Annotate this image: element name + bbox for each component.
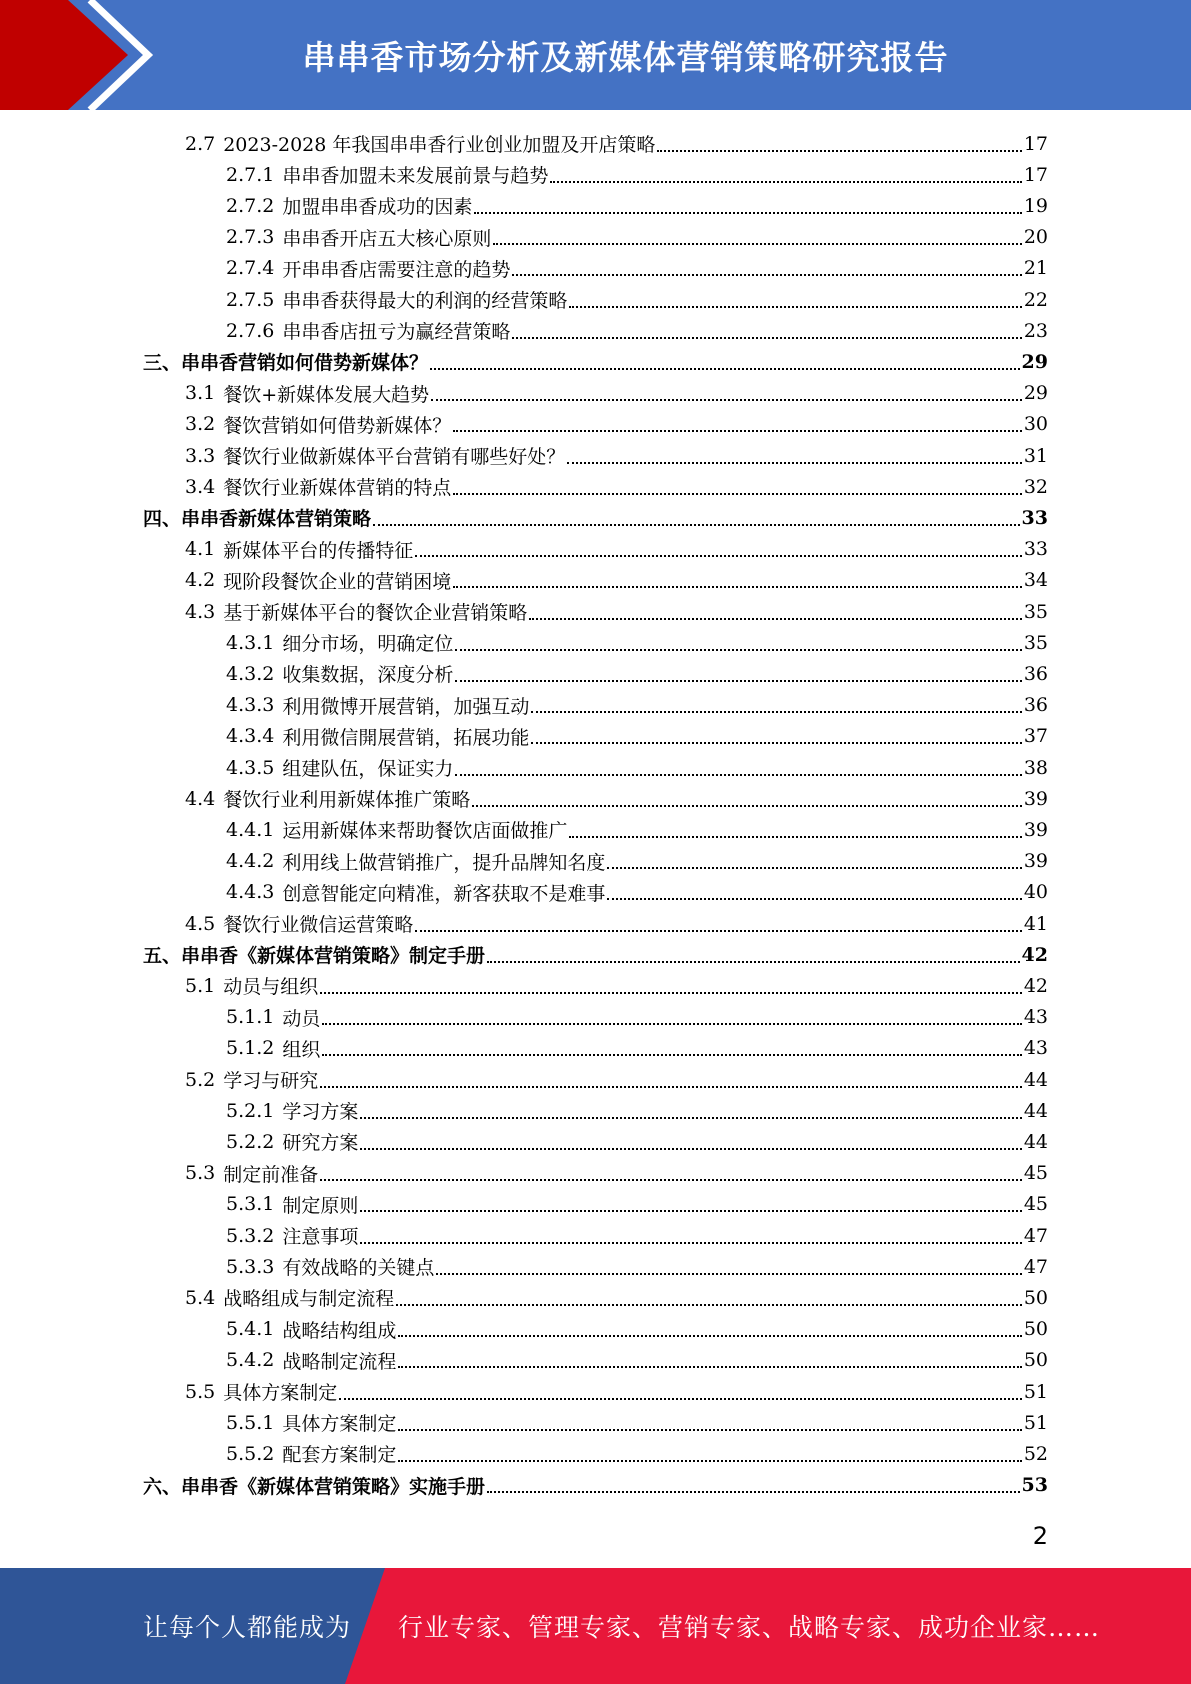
toc-leader-dots: [398, 1460, 1021, 1462]
toc-entry-title: 五、串串香《新媒体营销策略》制定手册: [143, 945, 486, 968]
toc-entry-page: 44: [1023, 1130, 1048, 1153]
toc-leader-dots: [360, 1242, 1021, 1244]
toc-entry[interactable]: [185, 1158, 1048, 1189]
toc-entry-title: 有效战略的关键点: [282, 1257, 435, 1280]
toc-entry-number: 2.7.6: [226, 319, 275, 342]
toc-leader-dots: [436, 1273, 1021, 1275]
toc-entry[interactable]: [226, 658, 1048, 689]
toc-entry-number: 5.5.1: [226, 1411, 275, 1434]
toc-entry-page: 52: [1023, 1442, 1048, 1465]
toc-entry-title: 注意事项: [282, 1226, 359, 1248]
toc-entry-number: 4.4.1: [226, 818, 275, 841]
toc-entry-number: 5.4.2: [226, 1349, 275, 1372]
toc-entry-title: 学习方案: [282, 1101, 359, 1124]
toc-entry-page: 36: [1023, 694, 1048, 717]
toc-entry-page: 39: [1023, 850, 1048, 873]
toc-entry-page: 20: [1023, 226, 1048, 249]
footer-slogan-right: 行业专家、管理专家、营销专家、战略专家、成功企业家……: [398, 1613, 1101, 1642]
toc-entry-page: 31: [1023, 444, 1048, 467]
toc-entry[interactable]: [226, 1002, 1048, 1033]
toc-entry[interactable]: [226, 1407, 1048, 1438]
toc-leader-dots: [493, 243, 1021, 245]
toc-leader-dots: [550, 181, 1021, 183]
footer-slogan-left: 让每个人都能成为: [143, 1613, 352, 1642]
toc-entry[interactable]: [226, 1314, 1048, 1345]
toc-leader-dots: [474, 212, 1021, 214]
toc-leader-dots: [415, 555, 1022, 557]
toc-entry-title: 串串香获得最大的利润的经营策略: [282, 290, 568, 312]
toc-leader-dots: [398, 1429, 1021, 1431]
toc-leader-dots: [531, 711, 1021, 713]
toc-leader-dots: [360, 1117, 1021, 1119]
toc-entry-title: 利用微信開展营销，拓展功能: [282, 726, 530, 749]
toc-entry-title: 现阶段餐饮企业的营销困境: [223, 570, 452, 593]
toc-leader-dots: [607, 898, 1021, 900]
toc-entry-page: 17: [1023, 163, 1048, 186]
toc-entry-page: 36: [1023, 662, 1048, 685]
toc-entry-page: 47: [1023, 1255, 1048, 1278]
toc-entry-title: 研究方案: [282, 1132, 359, 1155]
toc-entry-page: 17: [1023, 132, 1048, 155]
toc-entry-title: 串串香店扭亏为赢经营策略: [282, 321, 511, 344]
page-header: [0, 0, 1191, 110]
toc-entry-number: 3.2: [185, 413, 216, 436]
toc-entry-title: 制定前准备: [223, 1163, 319, 1186]
toc-entry-page: 45: [1023, 1193, 1048, 1216]
toc-entry-title: 战略组成与制定流程: [223, 1288, 395, 1311]
toc-leader-dots: [569, 836, 1021, 838]
toc-entry[interactable]: [185, 378, 1048, 409]
toc-entry-number: 2.7.3: [226, 226, 275, 249]
toc-entry-title: 餐饮+新媒体发展大趋势: [223, 383, 430, 406]
toc-entry-title: 餐饮营销如何借势新媒体？: [223, 414, 452, 437]
toc-leader-dots: [487, 1491, 1020, 1493]
toc-entry-title: 餐饮行业做新媒体平台营销有哪些好处？: [223, 446, 566, 468]
toc-entry-page: 51: [1023, 1411, 1048, 1434]
toc-entry-page: 29: [1021, 350, 1048, 373]
toc-entry[interactable]: [226, 627, 1048, 658]
toc-entry-title: 组织: [282, 1038, 321, 1061]
toc-entry-number: 5.1.1: [226, 1006, 275, 1029]
toc-entry-title: 串串香开店五大核心原则: [282, 227, 492, 250]
toc-entry-number: 2.7.5: [226, 288, 275, 311]
toc-entry-title: 创意智能定向精准，新客获取不是难事: [282, 882, 606, 905]
toc-leader-dots: [512, 274, 1021, 276]
toc-entry-number: 5.2.2: [226, 1130, 275, 1153]
toc-entry[interactable]: [226, 284, 1048, 315]
toc-entry[interactable]: [185, 565, 1048, 596]
toc-entry[interactable]: [226, 1033, 1048, 1064]
report-title: 串串香市场分析及新媒体营销策略研究报告: [302, 37, 949, 77]
toc-entry-page: 30: [1023, 413, 1048, 436]
toc-entry-title: 2023-2028 年我国串串香行业创业加盟及开店策略: [223, 134, 656, 156]
toc-entry-number: 4.4.3: [226, 881, 275, 904]
toc-entry-page: 22: [1023, 288, 1048, 311]
toc-leader-dots: [567, 462, 1022, 464]
toc-entry-number: 4.3.3: [226, 694, 275, 717]
toc-entry[interactable]: [185, 409, 1048, 440]
toc-entry-title: 运用新媒体来帮助餐饮店面做推广: [282, 820, 568, 843]
toc-entry-title: 具体方案制定: [282, 1413, 397, 1436]
toc-entry-page: 44: [1023, 1068, 1048, 1091]
toc-entry[interactable]: [185, 783, 1048, 814]
toc-leader-dots: [322, 1023, 1021, 1025]
toc-entry[interactable]: [226, 1438, 1048, 1469]
toc-entry[interactable]: [226, 846, 1048, 877]
toc-entry-number: 4.4.2: [226, 850, 275, 873]
toc-entry[interactable]: [226, 1189, 1048, 1220]
toc-entry[interactable]: [185, 128, 1048, 159]
toc-entry-page: 44: [1023, 1099, 1048, 1122]
page-footer: [0, 1568, 1191, 1684]
toc-entry[interactable]: [226, 814, 1048, 845]
toc-entry-title: 加盟串串香成功的因素: [282, 196, 473, 219]
page-number: 2: [1032, 1522, 1048, 1550]
toc-entry[interactable]: [185, 596, 1048, 627]
toc-entry-number: 5.1.2: [226, 1037, 275, 1060]
toc-entry-title: 餐饮行业新媒体营销的特点: [223, 477, 452, 500]
toc-entry-number: 5.3.1: [226, 1193, 275, 1216]
toc-entry-page: 53: [1021, 1474, 1048, 1497]
toc-leader-dots: [320, 992, 1022, 994]
toc-entry-number: 2.7: [185, 132, 216, 155]
toc-leader-dots: [569, 306, 1021, 308]
toc-entry[interactable]: [185, 908, 1048, 939]
toc-entry-title: 组建队伍，保证实力: [282, 758, 454, 780]
toc-entry-number: 4.3.2: [226, 662, 275, 685]
header-arrow-decoration: [0, 0, 160, 110]
toc-entry-number: 5.1: [185, 974, 216, 997]
toc-leader-dots: [360, 1210, 1021, 1212]
toc-entry-title: 具体方案制定: [223, 1382, 338, 1404]
toc-entry-number: 4.5: [185, 912, 216, 935]
toc-entry-page: 43: [1023, 1006, 1048, 1029]
toc-entry-page: 40: [1023, 881, 1048, 904]
toc-leader-dots: [531, 742, 1021, 744]
toc-entry-number: 5.3.3: [226, 1255, 275, 1278]
toc-entry-number: 5.5: [185, 1380, 216, 1403]
toc-entry-number: 4.3.5: [226, 756, 275, 779]
toc-entry[interactable]: [143, 502, 1048, 533]
toc-leader-dots: [430, 368, 1020, 370]
toc-entry[interactable]: [143, 346, 1048, 377]
toc-entry-title: 动员与组织: [223, 976, 319, 999]
toc-entry-title: 三、串串香营销如何借势新媒体？: [143, 352, 429, 375]
toc-leader-dots: [455, 680, 1021, 682]
toc-entry-number: 4.3.4: [226, 725, 275, 748]
toc-entry[interactable]: [226, 222, 1048, 253]
toc-entry-title: 基于新媒体平台的餐饮企业营销策略: [223, 602, 528, 624]
toc-entry[interactable]: [185, 970, 1048, 1001]
toc-entry-number: 5.4: [185, 1286, 216, 1309]
toc-entry[interactable]: [185, 471, 1048, 502]
toc-entry-page: 43: [1023, 1037, 1048, 1060]
toc-entry-page: 19: [1023, 194, 1048, 217]
toc-entry-number: 5.3: [185, 1162, 216, 1185]
toc-leader-dots: [320, 1179, 1022, 1181]
toc-entry[interactable]: [226, 1095, 1048, 1126]
toc-entry-page: 33: [1023, 538, 1048, 561]
toc-entry[interactable]: [143, 1470, 1048, 1501]
toc-entry-title: 战略结构组成: [282, 1319, 397, 1342]
toc-entry-page: 35: [1023, 600, 1048, 623]
toc-entry-number: 4.1: [185, 538, 216, 561]
toc-entry[interactable]: [185, 1282, 1048, 1313]
toc-entry-title: 动员: [282, 1007, 321, 1030]
toc-entry-title: 制定原则: [282, 1194, 359, 1217]
toc-entry-page: 23: [1023, 319, 1048, 342]
toc-entry-number: 5.4.1: [226, 1318, 275, 1341]
toc-entry-page: 41: [1023, 912, 1048, 935]
toc-entry-title: 开串串香店需要注意的趋势: [282, 258, 511, 281]
toc-leader-dots: [453, 493, 1022, 495]
toc-entry-number: 3.3: [185, 444, 216, 467]
toc-entry[interactable]: [185, 1376, 1048, 1407]
toc-entry-title: 六、串串香《新媒体营销策略》实施手册: [143, 1475, 486, 1498]
toc-entry-title: 利用微博开展营销，加强互动: [282, 695, 530, 718]
toc-leader-dots: [415, 930, 1022, 932]
toc-entry-title: 串串香加盟未来发展前景与趋势: [282, 165, 549, 188]
toc-entry-title: 细分市场，明确定位: [282, 633, 454, 656]
toc-entry-title: 配套方案制定: [282, 1444, 397, 1467]
toc-entry-page: 42: [1023, 974, 1048, 997]
toc-entry-page: 47: [1023, 1224, 1048, 1247]
toc-entry-page: 32: [1023, 475, 1048, 498]
toc-entry-page: 51: [1023, 1380, 1048, 1403]
toc-entry-page: 50: [1023, 1318, 1048, 1341]
toc-entry-title: 餐饮行业利用新媒体推广策略: [223, 789, 471, 812]
toc-entry-number: 2.7.2: [226, 194, 275, 217]
toc-leader-dots: [453, 586, 1022, 588]
toc-entry[interactable]: [226, 1251, 1048, 1282]
toc-entry-page: 39: [1023, 787, 1048, 810]
toc-entry-page: 21: [1023, 257, 1048, 280]
toc-entry-page: 37: [1023, 725, 1048, 748]
toc-leader-dots: [455, 649, 1021, 651]
toc-entry[interactable]: [185, 1064, 1048, 1095]
toc-entry-page: 39: [1023, 818, 1048, 841]
toc-leader-dots: [487, 961, 1020, 963]
toc-entry[interactable]: [143, 939, 1048, 970]
toc-leader-dots: [453, 430, 1022, 432]
toc-entry-number: 3.4: [185, 475, 216, 498]
toc-entry-number: 2.7.4: [226, 257, 275, 280]
toc-leader-dots: [396, 1304, 1022, 1306]
toc-entry-page: 45: [1023, 1162, 1048, 1185]
toc-leader-dots: [472, 805, 1022, 807]
toc-entry-title: 餐饮行业微信运营策略: [223, 914, 414, 936]
toc-entry-title: 四、串串香新媒体营销策略: [143, 508, 372, 531]
toc-entry-number: 5.2.1: [226, 1099, 275, 1122]
toc-entry-page: 38: [1023, 756, 1048, 779]
toc-entry[interactable]: [226, 690, 1048, 721]
toc-leader-dots: [455, 774, 1021, 776]
toc-entry-page: 35: [1023, 631, 1048, 654]
toc-leader-dots: [339, 1398, 1022, 1400]
toc-entry-title: 新媒体平台的传播特征: [223, 539, 414, 562]
toc-leader-dots: [529, 618, 1022, 620]
toc-leader-dots: [431, 399, 1022, 401]
toc-entry-title: 收集数据，深度分析: [282, 664, 454, 687]
toc-leader-dots: [322, 1054, 1021, 1056]
toc-leader-dots: [657, 150, 1021, 152]
toc-entry[interactable]: [226, 877, 1048, 908]
toc-entry-number: 4.3: [185, 600, 216, 623]
toc-entry[interactable]: [226, 752, 1048, 783]
toc-entry-page: 50: [1023, 1349, 1048, 1372]
toc-entry-number: 5.3.2: [226, 1224, 275, 1247]
toc-leader-dots: [373, 524, 1020, 526]
toc-entry-number: 4.4: [185, 787, 216, 810]
toc-entry-number: 5.2: [185, 1068, 216, 1091]
toc-entry-page: 29: [1023, 382, 1048, 405]
toc-entry-number: 4.2: [185, 569, 216, 592]
toc-entry[interactable]: [226, 159, 1048, 190]
toc-entry-number: 3.1: [185, 382, 216, 405]
toc-entry[interactable]: [226, 253, 1048, 284]
toc-entry-page: 34: [1023, 569, 1048, 592]
toc-entry[interactable]: [185, 534, 1048, 565]
toc-leader-dots: [398, 1335, 1021, 1337]
toc-leader-dots: [607, 867, 1021, 869]
toc-entry[interactable]: [185, 440, 1048, 471]
toc-entry-title: 利用线上做营销推广，提升品牌知名度: [282, 851, 606, 874]
toc-leader-dots: [320, 1086, 1022, 1088]
toc-leader-dots: [360, 1148, 1021, 1150]
toc-entry-title: 战略制定流程: [282, 1350, 397, 1373]
toc-entry-page: 33: [1021, 506, 1048, 529]
toc-entry-number: 5.5.2: [226, 1442, 275, 1465]
toc-entry[interactable]: [226, 721, 1048, 752]
toc-entry-number: 2.7.1: [226, 163, 275, 186]
toc-entry[interactable]: [226, 1126, 1048, 1157]
toc-entry-page: 50: [1023, 1286, 1048, 1309]
toc-entry[interactable]: [226, 190, 1048, 221]
toc-entry-page: 42: [1021, 943, 1048, 966]
toc-entry[interactable]: [226, 1345, 1048, 1376]
toc-entry-title: 学习与研究: [223, 1070, 319, 1092]
toc-entry[interactable]: [226, 1220, 1048, 1251]
toc-entry-number: 4.3.1: [226, 631, 275, 654]
toc-leader-dots: [512, 337, 1021, 339]
toc-leader-dots: [398, 1366, 1021, 1368]
toc-entry[interactable]: [226, 315, 1048, 346]
